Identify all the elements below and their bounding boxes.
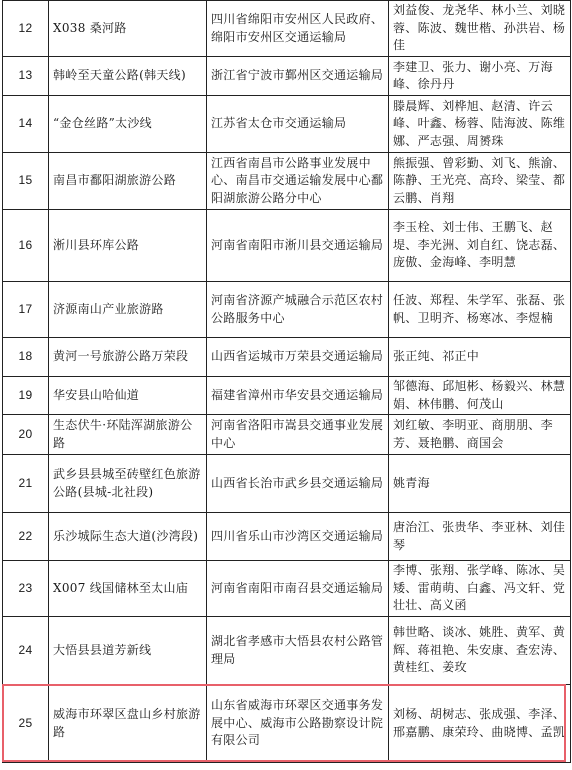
table-row [3,561,571,617]
table-row [3,210,571,282]
personnel-list: 刘益俊、龙尧华、林小兰、刘晓蓉、陈波、魏世楷、孙洪岩、杨佳 [389,1,571,57]
row-number: 16 [3,210,49,282]
responsible-unit: 四川省乐山市沙湾区交通运输局 [207,513,389,561]
table-row [3,96,571,153]
personnel-list: 韩世略、谈冰、姚胜、黄军、黄辉、蒋祖艳、朱安康、查宏涛、黄桂红、姜玫 [389,617,571,685]
personnel-list: 张正纯、祁正中 [389,338,571,377]
road-name: 南昌市鄱阳湖旅游公路 [49,153,207,210]
personnel-list: 李建卫、张力、谢小亮、万海峰、徐丹丹 [389,57,571,96]
road-name: 黄河一号旅游公路万荣段 [49,338,207,377]
responsible-unit: 山西省运城市万荣县交通运输局 [207,338,389,377]
row-number: 19 [3,377,49,415]
table-row [3,415,571,455]
responsible-unit: 河南省南阳市淅川县交通运输局 [207,210,389,282]
table-row [3,57,571,96]
row-number: 20 [3,415,49,455]
road-name: “金仓丝路”太沙线 [49,96,207,153]
row-number: 22 [3,513,49,561]
row-number: 23 [3,561,49,617]
table-row [3,1,571,57]
road-name: 生态伏牛·环陆浑湖旅游公路 [49,415,207,455]
award-roster-table [2,0,571,763]
personnel-list: 刘杨、胡树志、张成强、李泽、邢嘉鹏、康荣玲、曲晓博、孟凯 [389,685,571,763]
personnel-list: 李博、张翔、张学峰、陈冰、吴矮、雷萌萌、白鑫、冯文轩、党壮壮、高义函 [389,561,571,617]
row-number: 18 [3,338,49,377]
road-name: X007 线国储林至太山庙 [49,561,207,617]
row-number: 21 [3,455,49,513]
table-row [3,377,571,415]
responsible-unit: 山西省长治市武乡县交通运输局 [207,455,389,513]
responsible-unit: 山东省威海市环翠区交通事务发展中心、威海市公路勘察设计院有限公司 [207,685,389,763]
road-name: 淅川县环库公路 [49,210,207,282]
road-name: 华安县山哈仙道 [49,377,207,415]
personnel-list: 刘红敏、李明亚、商朋朋、李芳、聂艳鹏、商国会 [389,415,571,455]
row-number: 24 [3,617,49,685]
personnel-list: 任波、郑程、朱学军、张磊、张帆、卫明齐、杨寒冰、李煜楠 [389,282,571,338]
personnel-list: 邹德海、邱旭彬、杨毅兴、林慧娟、林伟鹏、何茂山 [389,377,571,415]
responsible-unit: 湖北省孝感市大悟县农村公路管理局 [207,617,389,685]
personnel-list: 滕晨辉、刘桦旭、赵清、许云峰、叶鑫、杨蓉、陆海波、陈维娜、严志强、周赟珠 [389,96,571,153]
personnel-list: 姚青海 [389,455,571,513]
table-row [3,455,571,513]
table-row [3,153,571,210]
responsible-unit: 四川省绵阳市安州区人民政府、绵阳市安州区交通运输局 [207,1,389,57]
road-name: 济源南山产业旅游路 [49,282,207,338]
row-number: 15 [3,153,49,210]
responsible-unit: 福建省漳州市华安县交通运输局 [207,377,389,415]
table-row [3,338,571,377]
responsible-unit: 江苏省太仓市交通运输局 [207,96,389,153]
table-row [3,617,571,685]
row-number: 13 [3,57,49,96]
road-name: 大悟县县道芳新线 [49,617,207,685]
road-name: X038 桑河路 [49,1,207,57]
road-name: 武乡县县城至砖壁红色旅游公路(县城-北社段) [49,455,207,513]
responsible-unit: 江西省南昌市公路事业发展中心、南昌市交通运输发展中心鄱阳湖旅游公路分中心 [207,153,389,210]
road-name: 威海市环翠区盘山乡村旅游路 [49,685,207,763]
responsible-unit: 河南省济源产城融合示范区农村公路服务中心 [207,282,389,338]
road-name: 韩岭至天童公路(韩天线) [49,57,207,96]
row-number: 25 [3,685,49,763]
row-number: 17 [3,282,49,338]
responsible-unit: 浙江省宁波市鄞州区交通运输局 [207,57,389,96]
row-number: 12 [3,1,49,57]
personnel-list: 熊振强、曾彩勤、刘飞、熊渝、陈静、王光亮、高玲、梁莹、都云鹏、肖翔 [389,153,571,210]
table-row-highlighted [3,685,571,763]
row-number: 14 [3,96,49,153]
personnel-list: 唐治江、张贵华、李亚林、刘佳琴 [389,513,571,561]
table-row [3,282,571,338]
responsible-unit: 河南省洛阳市嵩县交通事业发展中心 [207,415,389,455]
road-name: 乐沙城际生态大道(沙湾段) [49,513,207,561]
table-row [3,513,571,561]
personnel-list: 李玉栓、刘士伟、王鹏飞、赵堤、李光洲、刘自红、饶志磊、庞傲、金海峰、李明慧 [389,210,571,282]
responsible-unit: 河南省南阳市南召县交通运输局 [207,561,389,617]
